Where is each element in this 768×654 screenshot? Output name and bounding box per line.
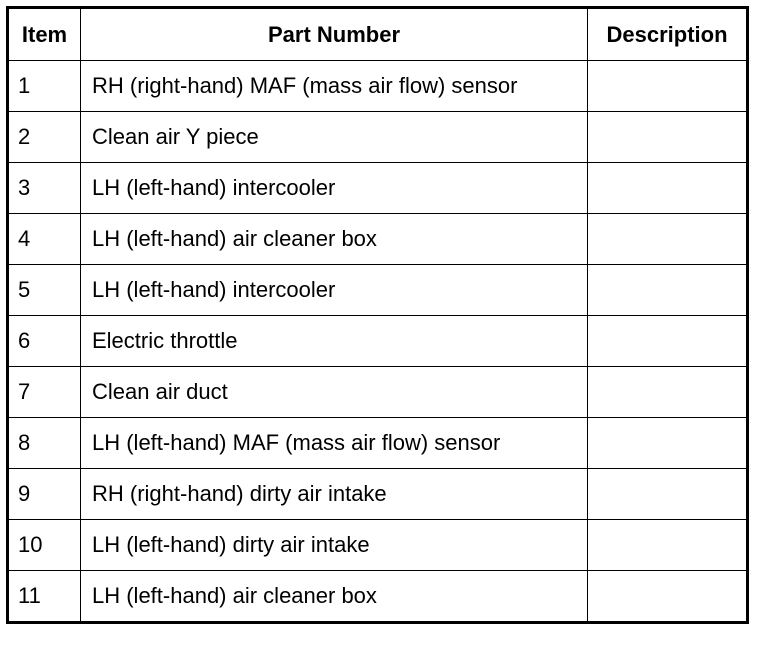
table-row <box>8 316 748 367</box>
part-number-cell: LH (left-hand) air cleaner box <box>81 571 588 623</box>
item-cell: 3 <box>8 163 81 214</box>
column-header-item: Item <box>8 8 81 61</box>
item-cell: 8 <box>8 418 81 469</box>
description-cell <box>588 61 748 112</box>
table-row <box>8 163 748 214</box>
part-number-cell: LH (left-hand) MAF (mass air flow) sensor <box>81 418 588 469</box>
description-cell <box>588 571 748 623</box>
item-cell: 6 <box>8 316 81 367</box>
table-row <box>8 571 748 623</box>
parts-table <box>6 6 749 624</box>
part-number-cell: Clean air Y piece <box>81 112 588 163</box>
part-number-cell: Clean air duct <box>81 367 588 418</box>
description-cell <box>588 112 748 163</box>
item-cell: 7 <box>8 367 81 418</box>
item-cell: 4 <box>8 214 81 265</box>
description-cell <box>588 418 748 469</box>
description-cell <box>588 520 748 571</box>
part-number-cell: LH (left-hand) intercooler <box>81 265 588 316</box>
column-header-part-number: Part Number <box>81 8 588 61</box>
parts-table-container <box>6 6 749 624</box>
item-cell: 10 <box>8 520 81 571</box>
item-cell: 11 <box>8 571 81 623</box>
table-row <box>8 112 748 163</box>
part-number-cell: LH (left-hand) intercooler <box>81 163 588 214</box>
description-cell <box>588 469 748 520</box>
table-row <box>8 418 748 469</box>
part-number-cell: Electric throttle <box>81 316 588 367</box>
table-row <box>8 214 748 265</box>
description-cell <box>588 367 748 418</box>
description-cell <box>588 214 748 265</box>
description-cell <box>588 163 748 214</box>
part-number-cell: RH (right-hand) MAF (mass air flow) sensor <box>81 61 588 112</box>
part-number-cell: LH (left-hand) air cleaner box <box>81 214 588 265</box>
column-header-description: Description <box>588 8 748 61</box>
item-cell: 1 <box>8 61 81 112</box>
part-number-cell: RH (right-hand) dirty air intake <box>81 469 588 520</box>
table-row <box>8 367 748 418</box>
part-number-cell: LH (left-hand) dirty air intake <box>81 520 588 571</box>
item-cell: 5 <box>8 265 81 316</box>
table-row <box>8 265 748 316</box>
item-cell: 9 <box>8 469 81 520</box>
table-row <box>8 520 748 571</box>
table-header-row <box>8 8 748 61</box>
item-cell: 2 <box>8 112 81 163</box>
table-row <box>8 61 748 112</box>
description-cell <box>588 316 748 367</box>
description-cell <box>588 265 748 316</box>
table-row <box>8 469 748 520</box>
